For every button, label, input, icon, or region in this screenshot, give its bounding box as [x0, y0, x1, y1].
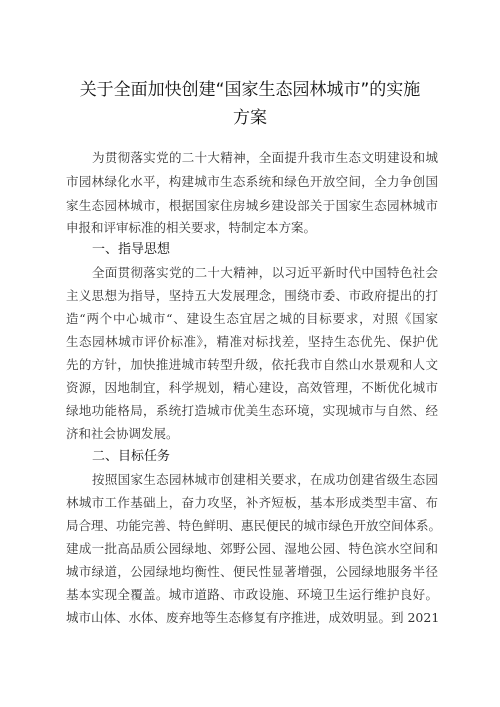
section-1-heading: 一、指导思想	[92, 242, 171, 257]
section-1-line-3: 造“两个中心城市“、建设生态宜居之城的目标要求，对照《国家	[66, 311, 438, 326]
section-2-line-2: 林城市工作基础上，奋力攻坚，补齐短板，基本形成类型丰富、布	[66, 495, 438, 510]
section-1-line-8: 济和社会协调发展。	[66, 426, 179, 441]
section-1-line-7: 绿地功能格局，系统打造城市优美生态环境，实现城市与自然、经	[66, 403, 438, 418]
section-2-line-3: 局合理、功能完善、特色鲜明、惠民便民的城市绿色开放空间体系。	[66, 518, 442, 533]
section-2-line-1: 按照国家生态园林城市创建相关要求，在成功创建省级生态园	[92, 472, 438, 487]
intro-line-1: 为贯彻落实党的二十大精神，全面提升我市生态文明建设和城	[92, 150, 438, 165]
section-1-line-1: 全面贯彻落实党的二十大精神，以习近平新时代中国特色社会	[92, 265, 438, 280]
section-2-line-4: 建成一批高品质公园绿地、郊野公园、湿地公园、特色滨水空间和	[66, 541, 438, 556]
section-1-line-6: 资源，因地制宜，科学规划，精心建设，高效管理，不断优化城市	[66, 380, 438, 395]
intro-line-4: 申报和评审标准的相关要求，特制定本方案。	[66, 220, 317, 235]
section-2-line-5: 城市绿道，公园绿地均衡性、便民性显著增强，公园绿地服务半径	[66, 564, 438, 579]
section-2-line-6: 基本实现全覆盖。城市道路、市政设施、环境卫生运行维护良好。	[66, 587, 438, 602]
section-1-line-2: 主义思想为指导，坚持五大发展理念，围绕市委、市政府提出的打	[66, 288, 438, 303]
intro-line-2: 市园林绿化水平，构建城市生态系统和绿色开放空间，全力争创国	[66, 174, 438, 189]
document-title-line-1: 关于全面加快创建“国家生态园林城市”的实施	[79, 80, 421, 100]
section-1-line-4: 生态园林城市评价标准》，精准对标找差，坚持生态优先、保护优	[66, 334, 438, 349]
document-title-line-2: 方案	[233, 108, 267, 128]
section-2-heading: 二、目标任务	[92, 449, 171, 464]
section-1-line-5: 先的方针，加快推进城市转型升级，依托我市自然山水景观和人文	[66, 357, 438, 372]
section-2-line-7: 城市山体、水体、废弃地等生态修复有序推进，成效明显。到 2021	[66, 610, 440, 625]
intro-line-3: 家生态园林城市，根据国家住房城乡建设部关于国家生态园林城市	[66, 198, 438, 213]
